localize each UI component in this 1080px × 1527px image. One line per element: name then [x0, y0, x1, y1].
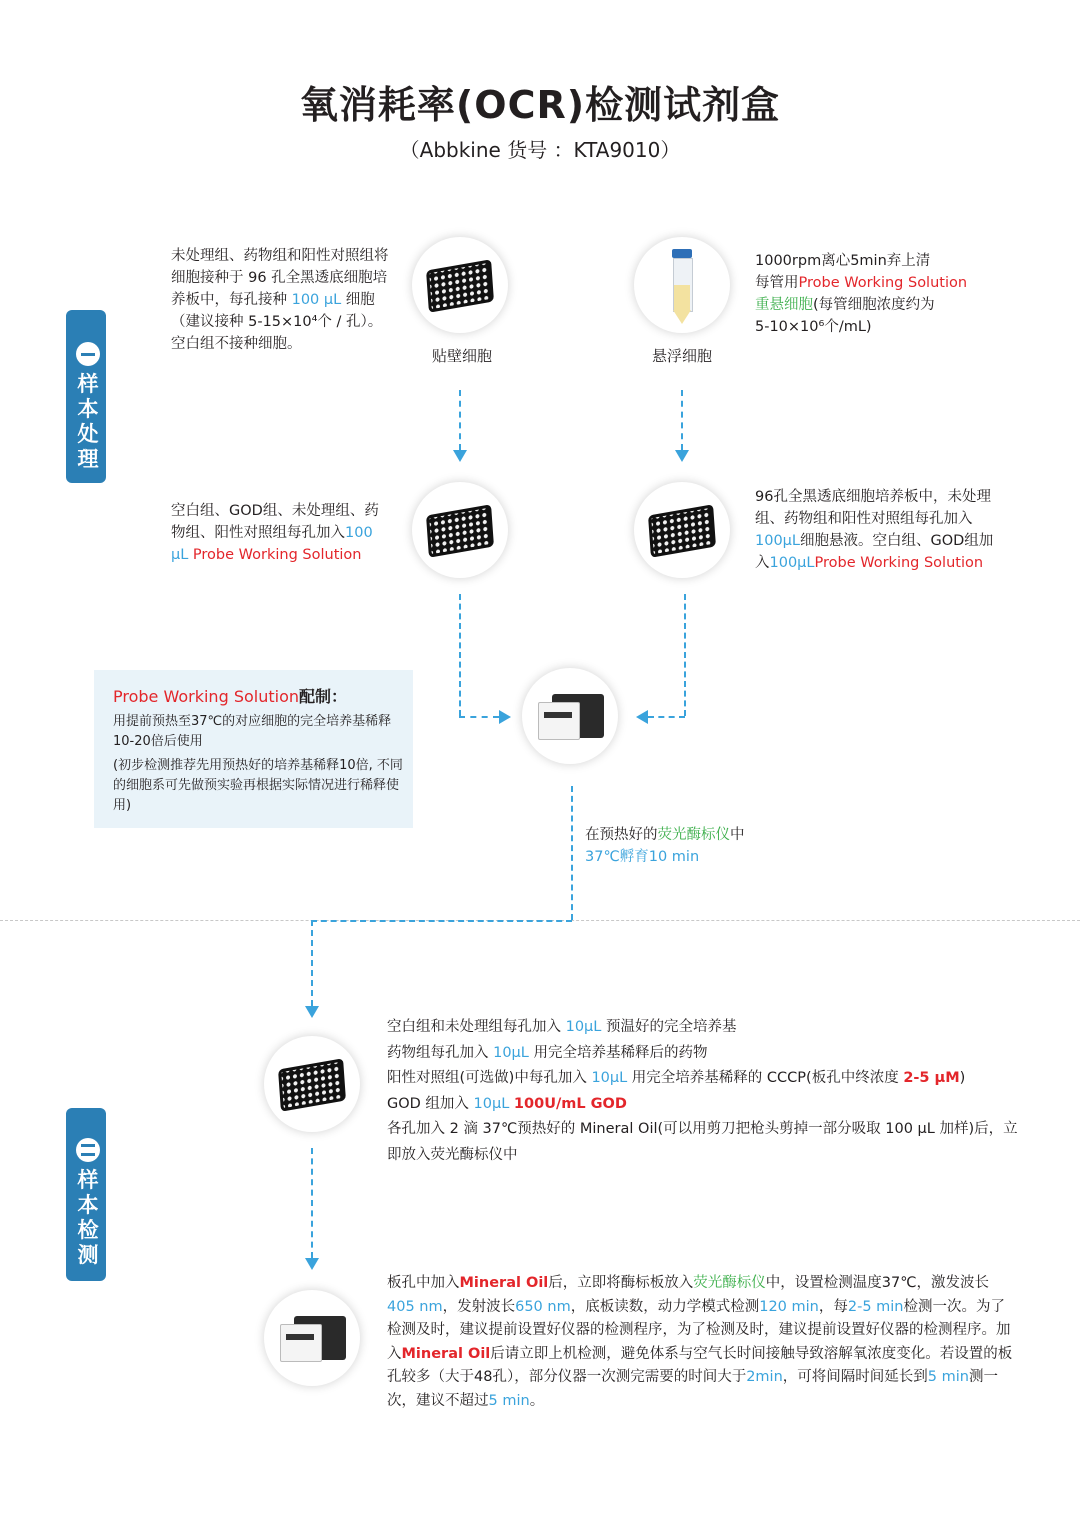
flow-line: [311, 1148, 313, 1258]
flow-line: [311, 920, 572, 922]
microplate-icon: [648, 504, 716, 558]
adherent-plate-circle-2: [412, 482, 508, 578]
reagent-addition-text: 空白组和未处理组每孔加入 10μL 预温好的完全培养基 药物组每孔加入 10μL 用完全培养基稀释后的药物 阳性对照组(可选做)中每孔加入 10μL 用完全培养基稀释的 CCCP(板孔中终浓度 2-5 μM) GOD 组加入 10μL 100U/mL GOD 各孔加入 2 滴 37℃预热好的 Mineral Oil(可以用剪刀把枪头剪掉一部分吸取 100 μL 加样)后，立即放入荧光酶标仪中: [387, 1019, 1018, 1163]
suspension-probe-add-text: 96孔全黑透底细胞培养板中，未处理组、药物组和阳性对照组每孔加入100μL细胞悬液。空白组、GOD组加入100μLProbe Working Solution: [755, 489, 994, 571]
detection-plate-circle: [264, 1036, 360, 1132]
section-tab-sample-processing: [66, 310, 106, 483]
flow-line: [648, 716, 685, 718]
detection-reader-circle: [264, 1290, 360, 1386]
section-tab-label: 样 本 处 理: [77, 372, 99, 471]
arrow-down-icon: [675, 450, 689, 462]
microplate-icon: [278, 1058, 346, 1112]
adherent-cells-label: 贴壁细胞: [431, 347, 492, 365]
flow-line: [311, 920, 313, 1006]
flow-line: [571, 786, 573, 920]
plate-reader-icon: [538, 694, 604, 738]
arrow-right-icon: [499, 710, 511, 724]
probe-prep-title: Probe Working Solution配制：: [113, 687, 348, 706]
flow-line: [684, 594, 686, 716]
arrow-down-icon: [453, 450, 467, 462]
flow-line: [459, 390, 461, 450]
adherent-plate-circle: [412, 237, 508, 333]
flow-line: [681, 390, 683, 450]
adherent-seeding-text: 未处理组、药物组和阳性对照组将细胞接种于 96 孔全黑透底细胞培养板中，每孔接种 100 μL 细胞（建议接种 5-15×10⁴个 / 孔）。空白组不接种细胞。: [171, 248, 389, 352]
arrow-left-icon: [636, 710, 648, 724]
adherent-probe-add-text: 空白组、GOD组、未处理组、药物组、阳性对照组每孔加入100 μL Probe Working Solution: [171, 503, 379, 563]
microplate-icon: [426, 259, 494, 313]
catalog-number: （Abbkine 货号 ：KTA9010）: [399, 138, 681, 162]
plate-reader-icon: [280, 1316, 346, 1360]
arrow-down-icon: [305, 1258, 319, 1270]
section-tab-label: 样 本 检 测: [77, 1168, 99, 1267]
microplate-icon: [426, 504, 494, 558]
plate-reader-circle: [522, 668, 618, 764]
suspension-plate-circle: [634, 482, 730, 578]
suspension-tube-circle: [634, 237, 730, 333]
page-title: 氧消耗率(OCR)检测试剂盒: [299, 83, 781, 127]
incubation-text: 在预热好的荧光酶标仪中 37℃孵育10 min: [585, 827, 745, 865]
kinetic-detection-text: 板孔中加入Mineral Oil后，立即将酶标板放入荧光酶标仪中，设置检测温度37℃，激发波长405 nm，发射波长650 nm，底板读数，动力学模式检测120 min，每2-5 min检测一次。为了检测及时，建议提前设置好仪器的检测程序，为了检测及时，建议提前设置好仪器的检测程序。加入Mineral Oil后请立即上机检测，避免体系与空气长时间接触导致溶解氧浓度变化。若设置的板孔较多（大于48孔），部分仪器一次测完需要的时间大于2min，可将间隔时间延长到5 min测一次，建议不超过5 min。: [387, 1275, 1013, 1409]
probe-prep-instruction: 用提前预热至37℃的对应细胞的完全培养基稀释10-20倍后使用: [113, 714, 392, 749]
flow-line: [459, 716, 499, 718]
suspension-resuspend-text: 1000rpm离心5min弃上清 每管用Probe Working Solution 重悬细胞(每管细胞浓度约为 5-10×10⁶个/mL): [755, 253, 968, 335]
number-two-icon: [76, 1138, 100, 1162]
number-one-icon: [76, 342, 100, 366]
probe-prep-note: (初步检测推荐先用预热好的培养基稀释10倍, 不同的细胞系可先做预实验再根据实际情况进行稀释使用): [113, 758, 403, 813]
section-tab-sample-detection: [66, 1108, 106, 1281]
probe-prep-box: [94, 670, 413, 828]
centrifuge-tube-icon: [672, 249, 692, 325]
suspension-cells-label: 悬浮细胞: [651, 347, 712, 365]
arrow-down-icon: [305, 1006, 319, 1018]
flow-line: [459, 594, 461, 716]
